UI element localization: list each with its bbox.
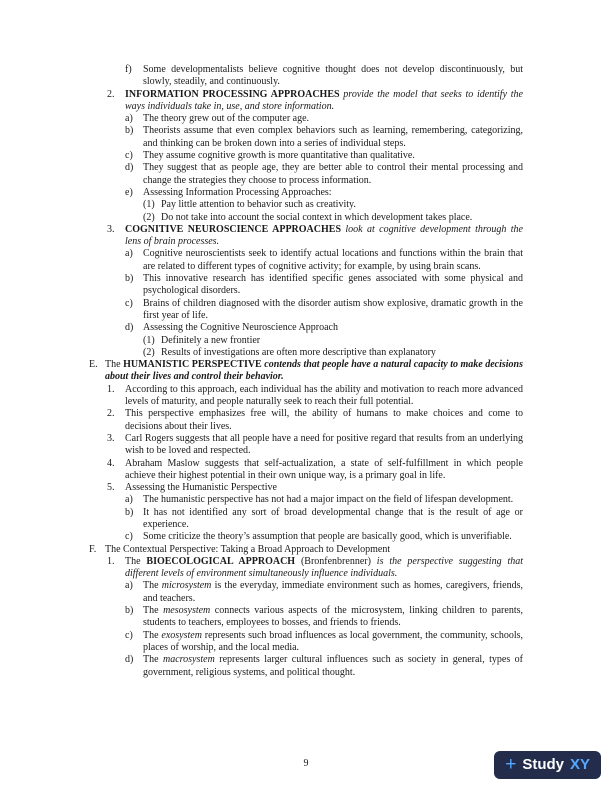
item-marker: d): [125, 162, 134, 174]
item-marker: 1.: [107, 383, 115, 395]
item-marker: d): [125, 654, 134, 666]
item-marker: c): [125, 297, 133, 309]
plus-icon: +: [505, 753, 517, 775]
outline-item: [89, 89, 523, 114]
item-definition: look at cognitive development through the lens of brain processes.: [125, 223, 523, 248]
item-text: Results of investigations are often more descriptive than explanatory: [161, 346, 436, 358]
outline-item: [89, 605, 523, 630]
item-marker: 3.: [107, 223, 115, 235]
item-marker: e): [125, 186, 133, 198]
item-marker: a): [125, 580, 133, 592]
item-text: Some criticize the theory’s assumption that people are basically good, which is unverifiable.: [143, 531, 512, 543]
item-text: Assessing the Humanistic Perspective: [125, 482, 277, 494]
outline-item: [89, 359, 523, 384]
item-term: exosystem: [161, 629, 202, 641]
item-marker: a): [125, 248, 133, 260]
outline-item: [89, 544, 523, 556]
item-term: mesosystem: [163, 605, 211, 617]
item-text: represents such broad influences as local government, the community, schools, places of worship, and the local media.: [143, 629, 523, 653]
item-term: BIOECOLOGICAL APPROACH: [146, 555, 296, 567]
item-text: is the everyday, immediate environment such as homes, caregivers, friends, and teachers.: [143, 580, 523, 604]
brand-name-primary: Study: [522, 755, 564, 773]
item-text: Definitely a new frontier: [161, 334, 261, 346]
item-definition: is the perspective suggesting that different levels of environment simultaneously influence individuals.: [125, 555, 524, 580]
item-marker: 5.: [107, 482, 115, 494]
item-text: Brains of children diagnosed with the disorder autism show explosive, dramatic growth in the first year of life.: [143, 297, 523, 321]
item-marker: c): [125, 150, 133, 162]
item-term: macrosystem: [162, 654, 215, 666]
outline-item: [89, 273, 523, 298]
item-text: Abraham Maslow suggests that self-actualization, a state of self-fulfillment in which people achieve their highest potential in their own unique way, is a primary goal in life.: [125, 457, 523, 481]
item-definition: contends that people have a natural capacity to make decisions about their lives and control their behavior.: [105, 359, 524, 383]
outline-item: [89, 199, 523, 211]
item-text: Do not take into account the social context in which development takes place.: [161, 211, 473, 223]
brand-badge: [494, 751, 601, 779]
outline-item: [89, 482, 523, 494]
outline-item: [89, 531, 523, 543]
item-text: connects various aspects of the microsystem, linking children to parents, students to teachers, employees to bosses, and friends to friends.: [143, 605, 524, 629]
outline-item: [89, 347, 523, 359]
item-text: The humanistic perspective has not had a major impact on the field of lifespan development.: [143, 494, 514, 506]
item-text: (Bronfenbrenner): [295, 555, 377, 567]
item-text: They assume cognitive growth is more quantitative than qualitative.: [143, 150, 415, 162]
outline-item: [89, 64, 523, 89]
outline-item: [89, 113, 523, 125]
item-text: It has not identified any sort of broad developmental change that is the result of age or experience.: [143, 506, 523, 530]
outline-item: [89, 654, 523, 679]
item-marker: (2): [143, 211, 155, 223]
item-text: According to this approach, each individual has the ability and motivation to reach more advanced levels of maturity, and people naturally seek to reach their full potential.: [125, 383, 523, 408]
item-marker: (2): [143, 346, 155, 358]
item-marker: 2.: [107, 408, 115, 420]
item-marker: 3.: [107, 432, 115, 444]
item-marker: E.: [89, 359, 98, 371]
outline-item: [89, 458, 523, 483]
item-text: Assessing Information Processing Approaches:: [143, 186, 332, 198]
item-term: INFORMATION PROCESSING APPROACHES: [125, 88, 340, 100]
item-marker: c): [125, 629, 133, 641]
outline-item: [89, 212, 523, 224]
item-marker: b): [125, 605, 134, 617]
item-marker: b): [125, 125, 134, 137]
item-marker: b): [125, 506, 134, 518]
item-text: Theorists assume that even complex behaviors such as learning, remembering, categorizing, and thinking can be broken down into a series of individual steps.: [143, 125, 523, 149]
item-text: The: [105, 359, 124, 371]
item-term: COGNITIVE NEUROSCIENCE APPROACHES: [125, 223, 342, 235]
outline-item: [89, 556, 523, 581]
outline-item: [89, 150, 523, 162]
item-marker: a): [125, 113, 133, 125]
outline-item: [89, 630, 523, 655]
item-term: microsystem: [161, 580, 212, 592]
item-text: Cognitive neuroscientists seek to identify actual locations and functions within the brain that are related to different types of cognitive activity; for example, by using brain scans.: [143, 248, 523, 272]
outline-item: [89, 125, 523, 150]
item-text: The: [143, 654, 163, 666]
item-text: They suggest that as people age, they are better able to control their mental processing and change the strategies they choose to process information.: [143, 162, 523, 186]
item-text: The theory grew out of the computer age.: [143, 113, 310, 125]
item-text: Assessing the Cognitive Neuroscience Approach: [143, 322, 338, 334]
outline-item: [89, 433, 523, 458]
item-text: Some developmentalists believe cognitive thought does not develop discontinuously, but slowly, steadily, and continuously.: [143, 64, 523, 88]
brand-name-secondary: XY: [569, 755, 590, 773]
outline-item: [89, 408, 523, 433]
outline: [89, 64, 523, 679]
item-text: The: [143, 580, 162, 592]
item-marker: 4.: [107, 457, 115, 469]
outline-item: [89, 298, 523, 323]
item-text: This perspective emphasizes free will, the ability of humans to make choices and come to decisions about their lives.: [125, 408, 523, 432]
item-text: represents larger cultural influences such as society in general, types of government, religious systems, and political thought.: [143, 654, 524, 678]
item-marker: 1.: [107, 555, 115, 567]
item-marker: c): [125, 531, 133, 543]
item-text: This innovative research has identified specific genes associated with some physical and psychological disorders.: [143, 273, 523, 297]
item-text: Carl Rogers suggests that all people have a need for positive regard that results from an underlying wish to be loved and respected.: [125, 432, 523, 457]
outline-item: [89, 162, 523, 187]
outline-item: [89, 507, 523, 532]
outline-item: [89, 248, 523, 273]
item-marker: (1): [143, 199, 155, 211]
item-text: The: [143, 629, 162, 641]
outline-item: [89, 187, 523, 199]
item-definition: provide the model that seeks to identify the ways individuals take in, use, and store information.: [125, 88, 523, 112]
item-marker: F.: [89, 543, 97, 555]
outline-item: [89, 384, 523, 409]
item-text: The: [125, 555, 147, 567]
page-number: 9: [303, 757, 309, 769]
outline-item: [89, 224, 523, 249]
item-marker: f): [125, 64, 132, 75]
item-marker: b): [125, 273, 134, 285]
item-marker: d): [125, 322, 134, 334]
item-marker: (1): [143, 334, 155, 346]
item-text: Pay little attention to behavior such as creativity.: [161, 199, 356, 211]
outline-item: [89, 580, 523, 605]
item-text: The: [143, 605, 164, 617]
item-marker: a): [125, 494, 133, 506]
outline-item: [89, 335, 523, 347]
outline-item: [89, 322, 523, 334]
item-marker: 2.: [107, 88, 115, 100]
item-term: HUMANISTIC PERSPECTIVE: [123, 359, 262, 371]
item-text: The Contextual Perspective: Taking a Broad Approach to Development: [105, 543, 391, 555]
outline-item: [89, 494, 523, 506]
